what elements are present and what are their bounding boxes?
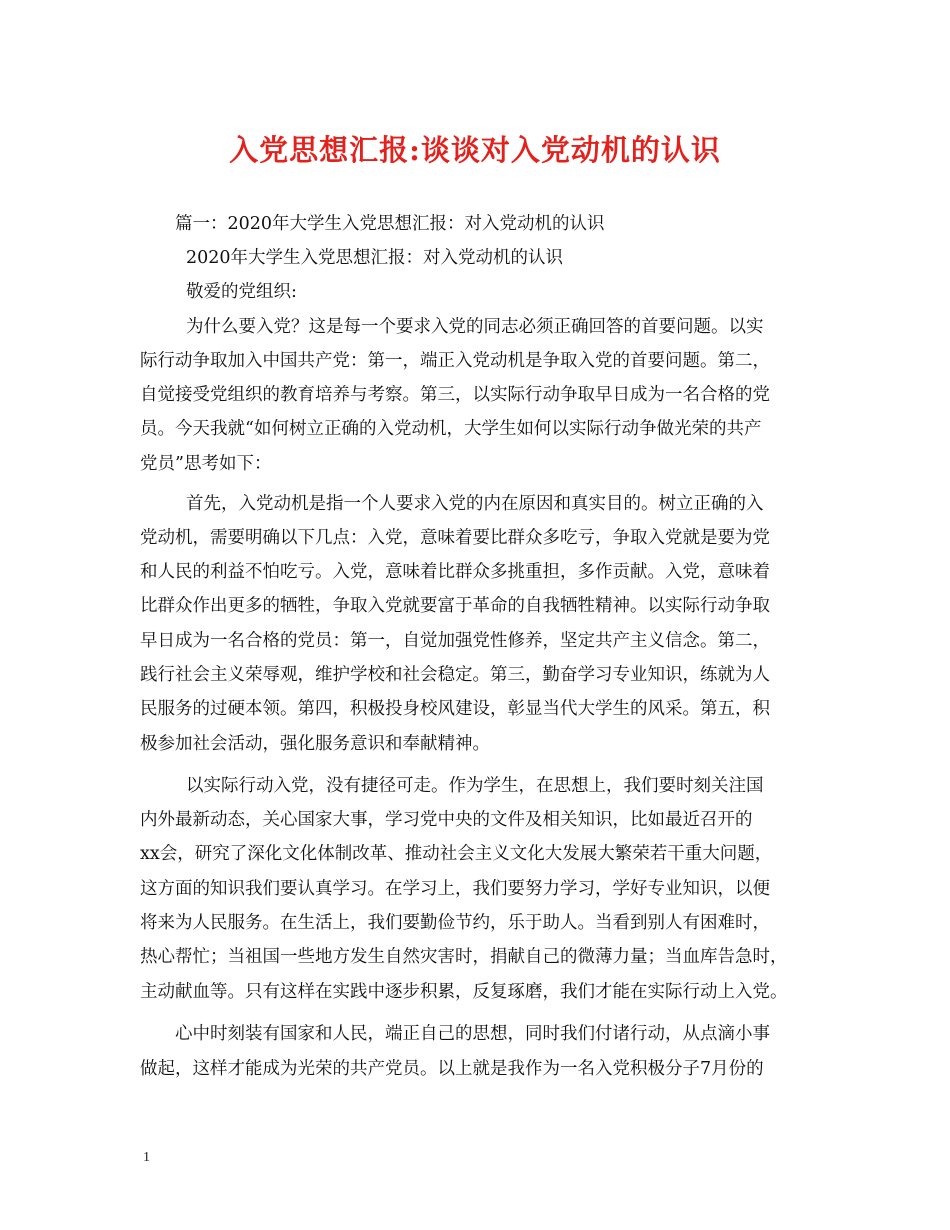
text-line: 早日成为一名合格的党员：第一，自觉加强党性修养，坚定共产主义信念。第二，: [140, 631, 770, 651]
text-line: 篇一：2020年大学生入党思想汇报：对入党动机的认识: [175, 214, 605, 234]
text-line: 际行动争取加入中国共产党：第一，端正入党动机是争取入党的首要问题。第二，: [140, 351, 770, 371]
text-line: 党动机，需要明确以下几点：入党，意味着要比群众多吃亏，争取入党就是要为党: [140, 528, 770, 548]
text-line: 以实际行动入党，没有捷径可走。作为学生，在思想上，我们要时刻关注国: [186, 776, 764, 796]
text-line: 内外最新动态，关心国家大事，学习党中央的文件及相关知识，比如最近召开的: [140, 810, 753, 830]
text-line: 首先，入党动机是指一个人要求入党的内在原因和真实目的。树立正确的入: [186, 494, 764, 514]
text-line: 做起，这样才能成为光荣的共产党员。以上就是我作为一名入党积极分子7月份的: [140, 1059, 764, 1079]
document-title: 入党思想汇报:谈谈对入党动机的认识: [229, 133, 721, 167]
text-line: 自觉接受党组织的教育培养与考察。第三，以实际行动争取早日成为一名合格的党: [140, 385, 770, 405]
text-line: 主动献血等。只有这样在实践中逐步积累，反复琢磨，我们才能在实际行动上入党。: [140, 982, 788, 1002]
text-line: 践行社会主义荣辱观，维护学校和社会稳定。第三，勤奋学习专业知识，练就为人: [140, 665, 770, 685]
text-line: 2020年大学生入党思想汇报：对入党动机的认识: [186, 248, 564, 268]
text-line: 这方面的知识我们要认真学习。在学习上，我们要努力学习，学好专业知识，以便: [140, 879, 770, 899]
page-number: 1: [143, 1150, 150, 1165]
text-line: 员。今天我就“如何树立正确的入党动机，大学生如何以实际行动争做光荣的共产: [140, 419, 762, 439]
text-line: 极参加社会活动，强化服务意识和奉献精神。: [140, 734, 490, 754]
text-line: 心中时刻装有国家和人民，端正自己的思想，同时我们付诸行动，从点滴小事: [175, 1024, 770, 1044]
text-line: 民服务的过硬本领。第四，积极投身校风建设，彰显当代大学生的风采。第五，积: [140, 699, 770, 719]
text-line: 热心帮忙；当祖国一些地方发生自然灾害时，捐献自己的微薄力量；当血库告急时，: [140, 947, 788, 967]
text-line: 敬爱的党组织:: [186, 282, 297, 302]
text-line: 将来为人民服务。在生活上，我们要勤俭节约，乐于助人。当看到别人有困难时，: [140, 913, 770, 933]
text-line: xx会，研究了深化文化体制改革、推动社会主义文化大发展大繁荣若干重大问题，: [140, 844, 773, 864]
text-line: 党员”思考如下：: [140, 454, 272, 474]
text-line: 比群众作出更多的牺牲，争取入党就要富于革命的自我牺牲精神。以实际行动争取: [140, 596, 770, 616]
text-line: 和人民的利益不怕吃亏。入党，意味着比群众多挑重担，多作贡献。入党，意味着: [140, 562, 770, 582]
text-line: 为什么要入党？这是每一个要求入党的同志必须正确回答的首要问题。以实: [186, 317, 764, 337]
